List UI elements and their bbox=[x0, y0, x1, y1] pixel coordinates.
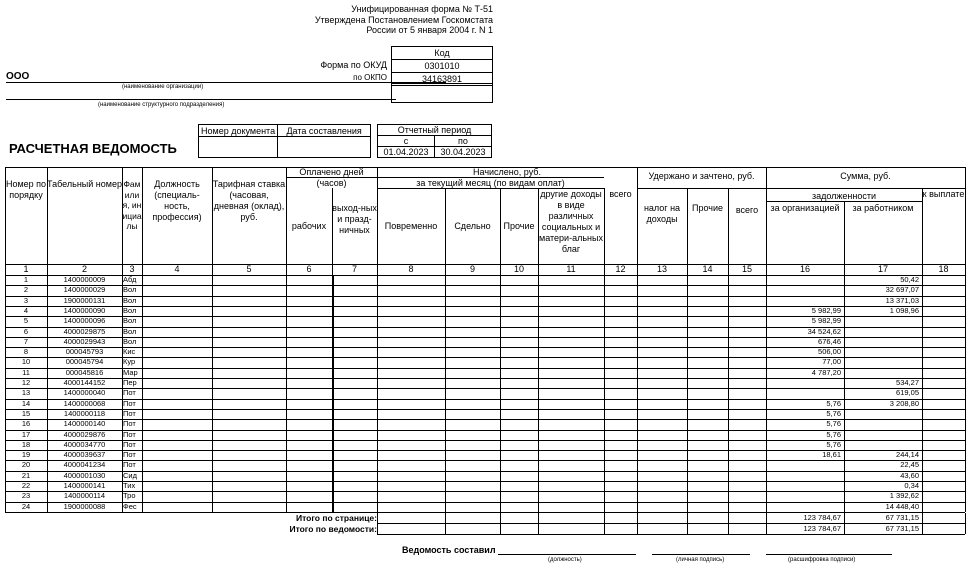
row-emp-debt: 619,05 bbox=[896, 388, 919, 398]
col-border-14 bbox=[728, 188, 729, 512]
row-emp-debt: 13 371,03 bbox=[885, 295, 919, 305]
row-tab-number: 1400000141 bbox=[63, 481, 106, 490]
org-caption: (наименование организации) bbox=[122, 84, 204, 90]
row-number: 11 bbox=[22, 367, 30, 377]
row-org-debt: 5,76 bbox=[826, 398, 841, 408]
row-tab-number: 4000001030 bbox=[63, 470, 106, 480]
row-number: 14 bbox=[21, 398, 31, 408]
org-line bbox=[6, 70, 446, 83]
row-line bbox=[5, 491, 965, 492]
row-fio: Пот bbox=[123, 429, 136, 439]
col-number-12: 12 bbox=[615, 264, 626, 274]
row-tab-number: 1400000118 bbox=[63, 408, 106, 418]
row-fio: Сид bbox=[123, 470, 137, 480]
col-border-bold bbox=[333, 275, 334, 512]
row-fio: Тих bbox=[123, 481, 136, 490]
row-tab-number: 1400000114 bbox=[63, 491, 106, 501]
hdr-other-w: Прочие bbox=[691, 203, 723, 213]
decoding-line bbox=[766, 554, 892, 555]
hdr-other: Прочие bbox=[503, 221, 535, 231]
col-number-6: 6 bbox=[306, 264, 312, 274]
row-fio: Вол bbox=[123, 336, 137, 346]
row-fio: Вол bbox=[123, 285, 137, 295]
row-org-debt: 5,76 bbox=[826, 408, 841, 418]
col-number-3: 3 bbox=[129, 264, 135, 274]
grid-line bbox=[377, 534, 965, 535]
row-emp-debt: 534,27 bbox=[896, 378, 919, 387]
row-org-debt: 77,00 bbox=[822, 357, 841, 367]
okud-label: Форма по ОКУД bbox=[320, 60, 387, 70]
row-number: 20 bbox=[21, 460, 31, 470]
row-org-debt: 4 787,20 bbox=[811, 367, 841, 377]
grid-line bbox=[965, 513, 966, 534]
hdr-fio: Фамилия, инициалы bbox=[122, 179, 142, 231]
grid-line bbox=[637, 188, 766, 189]
org-name: ООО bbox=[6, 71, 30, 82]
row-fio: Кур bbox=[123, 357, 136, 367]
row-number: 13 bbox=[21, 388, 31, 398]
row-line bbox=[5, 460, 965, 461]
row-tab-number: 4000039637 bbox=[63, 450, 106, 460]
row-emp-debt: 14 448,40 bbox=[885, 501, 919, 511]
signature-caption: (личная подпись) bbox=[676, 557, 725, 563]
row-number: 17 bbox=[21, 429, 31, 439]
row-tab-number: 4000034770 bbox=[63, 439, 106, 449]
col-number-15: 15 bbox=[741, 264, 752, 274]
total-page-org: 123 784,67 bbox=[803, 512, 841, 522]
row-number: 19 bbox=[21, 450, 31, 460]
row-org-debt: 5,76 bbox=[826, 419, 841, 429]
col-border-11 bbox=[604, 188, 605, 512]
col-number-16: 16 bbox=[799, 264, 810, 274]
hdr-debt: задолженности bbox=[811, 191, 877, 201]
hdr-pos: Должность (специаль-ность, профессия) bbox=[152, 179, 202, 222]
row-emp-debt: 50,42 bbox=[900, 275, 919, 284]
total-sheet-org: 123 784,67 bbox=[803, 523, 841, 533]
row-fio: Пот bbox=[123, 408, 136, 418]
hdr-piece: Сдельно bbox=[454, 221, 491, 231]
row-tab-number: 4000029875 bbox=[63, 326, 106, 336]
row-tab-number: 4000029943 bbox=[63, 336, 106, 346]
row-line bbox=[5, 388, 965, 389]
doc-date-label: Дата составления bbox=[278, 125, 371, 137]
row-number: 7 bbox=[23, 336, 29, 346]
hdr-paid-days: Оплачено дней (часов) bbox=[299, 167, 364, 188]
row-org-debt: 5,76 bbox=[826, 439, 841, 449]
row-org-debt: 5,76 bbox=[826, 429, 841, 439]
col-number-17: 17 bbox=[877, 264, 888, 274]
okud-value: 0301010 bbox=[392, 60, 492, 73]
row-fio: Кис bbox=[123, 347, 136, 357]
row-line bbox=[5, 285, 965, 286]
doc-number-table bbox=[198, 124, 371, 158]
struct-caption: (наименование структурного подразделения) bbox=[98, 102, 225, 108]
row-number: 16 bbox=[21, 419, 31, 429]
row-tab-number: 1400000090 bbox=[63, 305, 106, 315]
hdr-work: рабочих bbox=[291, 221, 327, 231]
row-fio: Фес bbox=[123, 501, 137, 511]
okpo-value: 34163891 bbox=[392, 73, 492, 86]
col-number-18: 18 bbox=[938, 264, 949, 274]
row-fio: Пот bbox=[123, 450, 136, 460]
row-org-debt: 34 524,62 bbox=[807, 326, 841, 336]
col-number-9: 9 bbox=[469, 264, 475, 274]
hdr-rate: Тарифная ставка (часовая, дневная (оклад), руб. bbox=[212, 179, 286, 222]
row-fio: Тро bbox=[123, 491, 136, 501]
total-page-label: Итого по странице: bbox=[296, 512, 377, 523]
row-emp-debt: 43,60 bbox=[900, 470, 919, 480]
col-number-10: 10 bbox=[513, 264, 524, 274]
row-org-debt: 18,61 bbox=[822, 450, 841, 460]
row-number: 15 bbox=[21, 408, 31, 418]
form-line-1: Унифицированная форма № Т-51 bbox=[351, 4, 493, 14]
row-fio: Пот bbox=[123, 439, 136, 449]
col-number-7: 7 bbox=[351, 264, 357, 274]
col-number-5: 5 bbox=[246, 264, 252, 274]
row-tab-number: 4000144152 bbox=[63, 378, 106, 387]
row-tab-number: 000045794 bbox=[65, 357, 104, 367]
decoding-caption: (расшифровка подписи) bbox=[788, 557, 856, 563]
doc-number-label: Номер документа bbox=[199, 125, 278, 137]
col-border-17 bbox=[922, 188, 923, 512]
form-line-2: Утверждена Постановлением Госкомстата bbox=[314, 14, 493, 25]
row-number: 6 bbox=[23, 326, 29, 336]
composed-by-label: Ведомость составил bbox=[402, 545, 496, 555]
col-border-13 bbox=[687, 188, 688, 512]
row-tab-number: 4000041234 bbox=[63, 460, 106, 470]
row-fio: Мар bbox=[123, 367, 138, 377]
row-number: 12 bbox=[21, 378, 31, 387]
period-from-value: 01.04.2023 bbox=[378, 147, 435, 158]
row-number: 3 bbox=[23, 295, 29, 305]
row-number: 5 bbox=[23, 316, 29, 326]
row-fio: Вол bbox=[123, 316, 137, 326]
hdr-holiday: выход-ных и празд-ничных bbox=[332, 203, 377, 235]
form-header bbox=[315, 4, 493, 36]
row-number: 23 bbox=[21, 491, 31, 501]
row-fio: Пот bbox=[123, 419, 136, 429]
row-number: 21 bbox=[21, 470, 31, 480]
row-number: 22 bbox=[21, 481, 31, 490]
period-to-value: 30.04.2023 bbox=[435, 147, 492, 158]
period-label: Отчетный период bbox=[378, 125, 492, 136]
hdr-time: Повременно bbox=[384, 221, 438, 231]
total-sheet-emp: 67 731,15 bbox=[885, 523, 919, 533]
struct-line bbox=[6, 99, 396, 100]
row-number: 4 bbox=[23, 305, 29, 315]
row-tab-number: 000045816 bbox=[65, 367, 104, 377]
col-number-2: 2 bbox=[81, 264, 87, 274]
row-org-debt: 506,00 bbox=[818, 347, 841, 357]
doc-date-value bbox=[278, 137, 371, 158]
hdr-total-acc: всего bbox=[609, 189, 632, 199]
row-tab-number: 1400000140 bbox=[63, 419, 106, 429]
grid-line bbox=[377, 523, 965, 524]
row-emp-debt: 1 098,96 bbox=[889, 305, 919, 315]
hdr-current-month: за текущий месяц (по видам оплат) bbox=[416, 178, 565, 188]
row-line bbox=[5, 296, 965, 297]
row-tab-number: 000045793 bbox=[65, 347, 104, 357]
row-number: 1 bbox=[23, 275, 29, 284]
row-line bbox=[5, 502, 965, 503]
position-caption: (должность) bbox=[548, 557, 582, 563]
row-emp-debt: 3 208,80 bbox=[889, 398, 919, 408]
doc-number-value bbox=[199, 137, 278, 158]
period-table bbox=[377, 124, 492, 158]
col-border-8 bbox=[445, 188, 446, 512]
form-line-3: России от 5 января 2004 г. N 1 bbox=[366, 25, 493, 35]
row-fio: Пот bbox=[123, 398, 136, 408]
row-emp-debt: 22,45 bbox=[900, 460, 919, 470]
row-fio: Пер bbox=[123, 378, 137, 387]
hdr-num: Номер по порядку bbox=[5, 179, 47, 200]
hdr-tax: налог на доходы bbox=[643, 203, 681, 224]
row-org-debt: 5 982,99 bbox=[811, 316, 841, 326]
row-tab-number: 1400000040 bbox=[63, 388, 106, 398]
signature-line bbox=[652, 554, 750, 555]
position-line bbox=[498, 554, 636, 555]
total-page-emp: 67 731,15 bbox=[885, 512, 919, 522]
col-number-4: 4 bbox=[174, 264, 180, 274]
row-tab-number: 1900000131 bbox=[63, 295, 106, 305]
hdr-org-debt: за организацией bbox=[770, 203, 840, 213]
row-fio: Вол bbox=[123, 295, 137, 305]
row-tab-number: 1400000009 bbox=[63, 275, 106, 284]
row-tab-number: 1400000029 bbox=[63, 285, 106, 295]
col-number-13: 13 bbox=[656, 264, 667, 274]
hdr-accrued: Начислено, руб. bbox=[473, 167, 541, 177]
kod-label: Код bbox=[392, 47, 492, 60]
period-from-label: с bbox=[378, 136, 435, 147]
hdr-total-w: всего bbox=[735, 205, 759, 215]
row-line bbox=[5, 275, 965, 276]
row-line bbox=[5, 481, 965, 482]
row-number: 8 bbox=[23, 347, 29, 357]
period-to-label: по bbox=[435, 136, 492, 147]
code-divider bbox=[391, 83, 493, 84]
hdr-emp-debt: за работником bbox=[852, 203, 914, 213]
row-emp-debt: 32 697,07 bbox=[885, 285, 919, 295]
row-org-debt: 5 982,99 bbox=[811, 305, 841, 315]
col-number-11: 11 bbox=[566, 264, 576, 274]
row-line bbox=[5, 378, 965, 379]
hdr-tab: Табельный номер bbox=[47, 179, 122, 189]
row-number: 18 bbox=[21, 439, 31, 449]
total-sheet-label: Итого по ведомости: bbox=[289, 523, 377, 534]
row-fio: Абд bbox=[123, 275, 137, 284]
row-emp-debt: 244,14 bbox=[896, 450, 919, 460]
row-number: 24 bbox=[21, 501, 31, 511]
row-line bbox=[5, 471, 965, 472]
row-fio: Вол bbox=[123, 305, 137, 315]
col-border-9 bbox=[500, 188, 501, 512]
hdr-other-income: другие доходы в виде различных социальных и матери-альных благ bbox=[539, 189, 603, 254]
row-emp-debt: 0,34 bbox=[904, 481, 919, 490]
col-border-18 bbox=[965, 167, 966, 512]
hdr-payout: к выплате bbox=[922, 189, 965, 199]
col-number-1: 1 bbox=[23, 264, 29, 274]
hdr-withheld: Удержано и зачтено, руб. bbox=[648, 171, 755, 181]
document-title: РАСЧЕТНАЯ ВЕДОМОСТЬ bbox=[9, 141, 177, 156]
row-org-debt: 676,46 bbox=[818, 336, 841, 346]
hdr-sum: Сумма, руб. bbox=[840, 171, 891, 181]
row-number: 10 bbox=[21, 357, 31, 367]
row-fio: Вол bbox=[123, 326, 137, 336]
row-tab-number: 1400000068 bbox=[63, 398, 106, 408]
row-emp-debt: 1 392,62 bbox=[889, 491, 919, 501]
row-tab-number: 1900000088 bbox=[63, 501, 106, 511]
row-fio: Пот bbox=[123, 460, 136, 470]
col-number-14: 14 bbox=[702, 264, 713, 274]
row-number: 2 bbox=[23, 285, 29, 295]
row-fio: Пот bbox=[123, 388, 136, 398]
row-tab-number: 4000029876 bbox=[63, 429, 106, 439]
col-number-8: 8 bbox=[408, 264, 414, 274]
okpo-label: по ОКПО bbox=[353, 73, 387, 82]
row-tab-number: 1400000096 bbox=[63, 316, 106, 326]
